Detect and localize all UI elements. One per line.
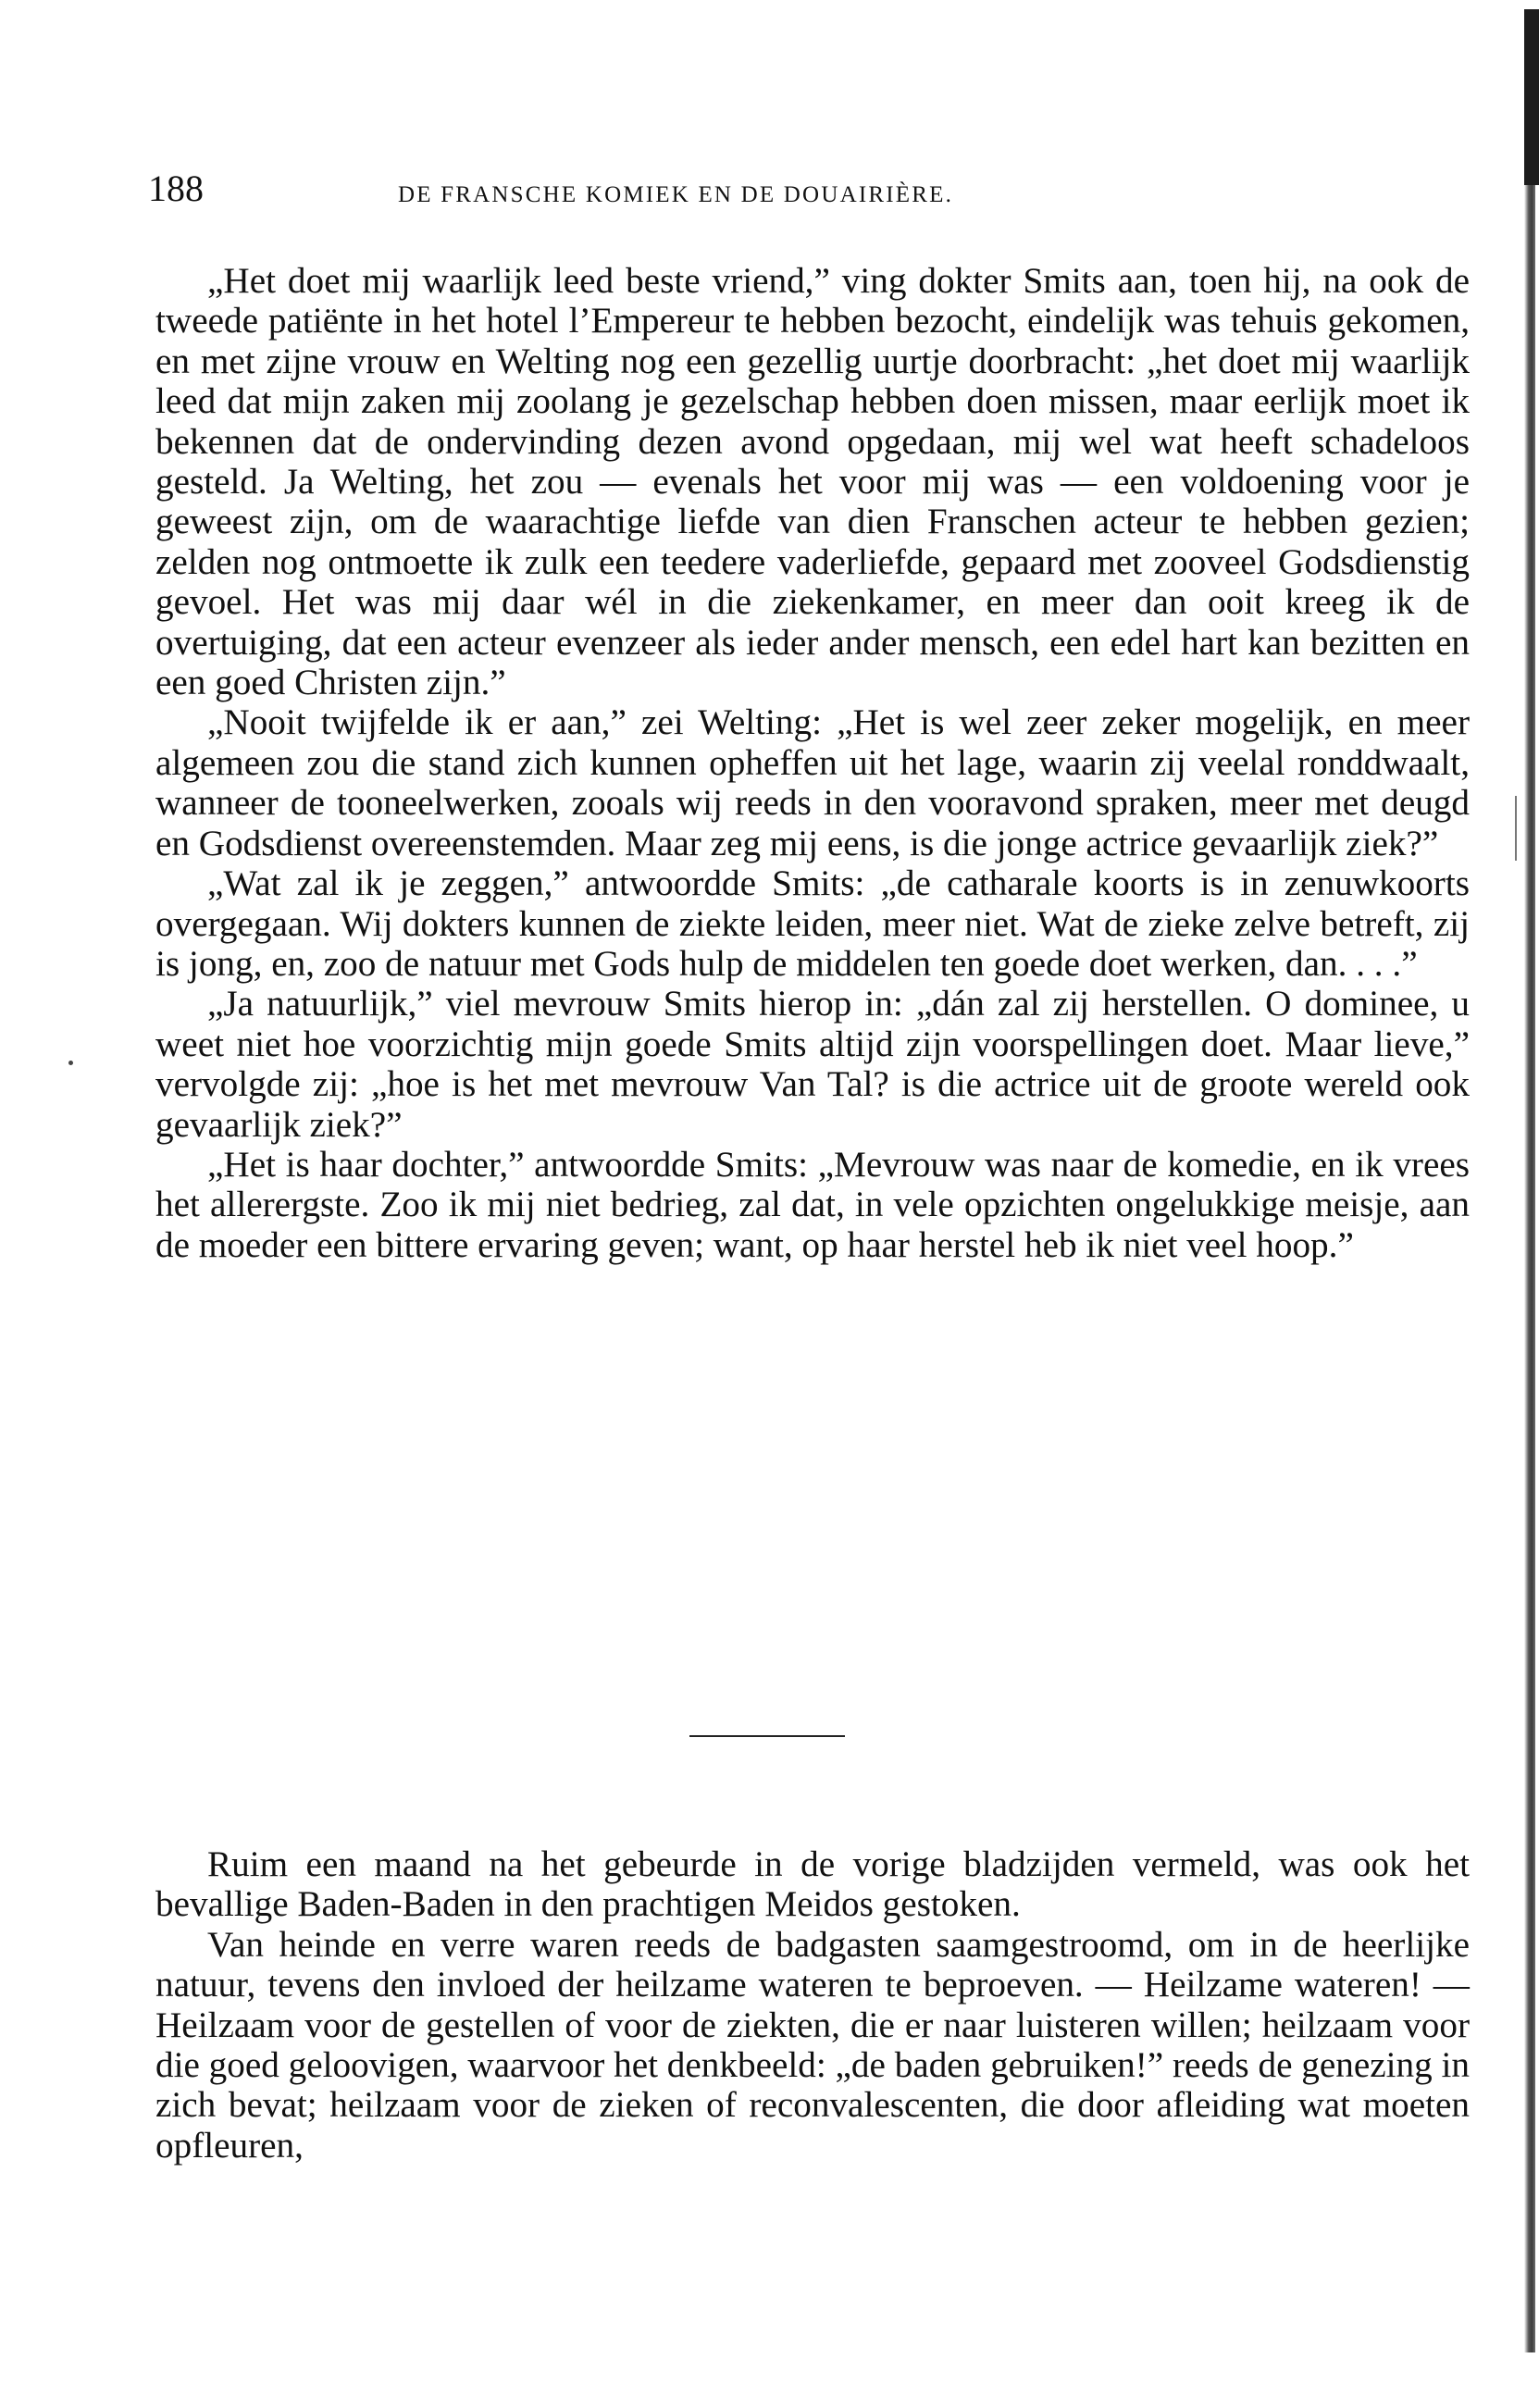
margin-speck [68, 1061, 73, 1065]
section-separator-rule [689, 1735, 845, 1737]
page-edge-mark [1515, 796, 1517, 861]
paragraph: Van heinde en verre waren reeds de badgasten saamgestroomd, om in de heerlijke natuur, tevens den invloed der heilzame wateren te beproeven. — Heilzame wateren! — Heilzaam voor de gestellen of voor de ziekten, die er naar luisteren willen; heilzaam voor die goed geloovigen, waarvoor het denkbeeld: „de baden gebruiken!” reeds de genezing in zich bevat; heilzaam voor de zieken of reconvalescenten, die door afleiding wat moeten opfleuren, [155, 1924, 1470, 2166]
page-edge-shadow [1524, 9, 1535, 2352]
paragraph: „Het doet mij waarlijk leed beste vriend,” ving dokter Smits aan, toen hij, na ook de tweede patiënte in het hotel l’Empereur te hebben bezocht, eindelijk was tehuis gekomen, en met zijne vrouw en Welting nog een gezellig uurtje doorbracht: „het doet mij waarlijk leed dat mijn zaken mij zoolang je gezelschap hebben doen missen, maar eerlijk moet ik bekennen dat de ondervinding dezen avond opgedaan, mij wel wat heeft schadeloos gesteld. Ja Welting, het zou — evenals het voor mij was — een voldoening voor je geweest zijn, om de waarachtige liefde van dien Franschen acteur te hebben gezien; zelden nog ontmoette ik zulk een teedere vaderliefde, gepaard met zooveel Godsdienstig gevoel. Het was mij daar wél in die ziekenkamer, en meer dan ooit kreeg ik de overtuiging, dat een acteur evenzeer als ieder ander mensch, een edel hart kan bezitten en een goed Christen zijn.” [155, 261, 1470, 703]
page-number: 188 [148, 168, 204, 209]
paragraph: „Ja natuurlijk,” viel mevrouw Smits hierop in: „dán zal zij herstellen. O dominee, u weet niet hoe voorzichtig mijn goede Smits altijd zijn voorspellingen doet. Maar lieve,” vervolgde zij: „hoe is het met mevrouw Van Tal? is die actrice uit de groote wereld ook gevaarlijk ziek?” [155, 984, 1470, 1145]
paragraph: „Het is haar dochter,” antwoordde Smits: „Mevrouw was naar de komedie, en ik vrees het allerergste. Zoo ik mij niet bedrieg, zal dat, in vele opzichten ongelukkige meisje, aan de moeder een bittere ervaring geven; want, op haar herstel heb ik niet veel hoop.” [155, 1144, 1470, 1265]
paragraph: „Wat zal ik je zeggen,” antwoordde Smits: „de catharale koorts is in zenuwkoorts overgegaan. Wij dokters kunnen de ziekte leiden, meer niet. Wat de zieke zelve betreft, zij is jong, en, zoo de natuur met Gods hulp de middelen ten goede doet werken, dan. . . .” [155, 863, 1470, 984]
section-2-text [155, 1844, 1470, 2166]
section-1-text [155, 261, 1470, 1265]
page-edge-dark-top [1524, 9, 1539, 185]
paragraph: Ruim een maand na het gebeurde in de vorige bladzijden vermeld, was ook het bevallige Baden-Baden in den prachtigen Meidos gestoken. [155, 1844, 1470, 1925]
paragraph: „Nooit twijfelde ik er aan,” zei Welting: „Het is wel zeer zeker mogelijk, en meer algemeen zou die stand zich kunnen opheffen uit het lage, waarin zij veelal ronddwaalt, wanneer de tooneelwerken, zooals wij reeds in den vooravond spraken, meer met deugd en Godsdienst overeenstemden. Maar zeg mij eens, is die jonge actrice gevaarlijk ziek?” [155, 702, 1470, 863]
running-head [148, 167, 1481, 222]
running-title: DE FRANSCHE KOMIEK EN DE DOUAIRIÈRE. [398, 182, 954, 207]
